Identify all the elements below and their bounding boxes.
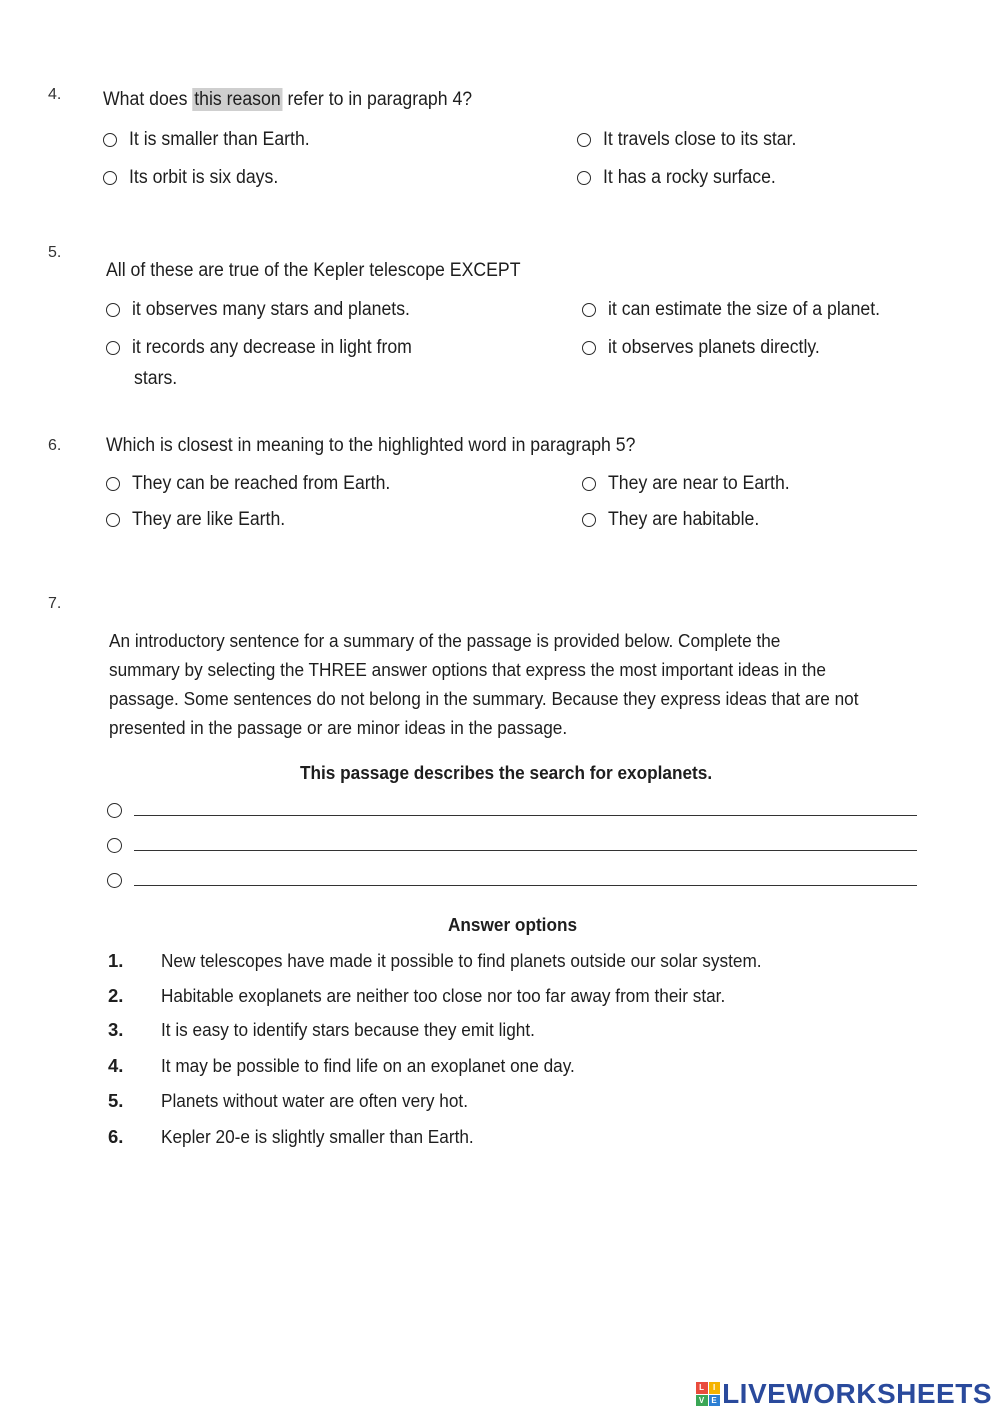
summary-blank-3[interactable] bbox=[107, 866, 917, 886]
option-label: it records any decrease in light from bbox=[132, 337, 412, 358]
option-label: They are like Earth. bbox=[132, 509, 286, 530]
highlighted-phrase: this reason bbox=[194, 89, 281, 110]
q5-option-3[interactable] bbox=[106, 338, 433, 364]
answer-option-3 bbox=[108, 1019, 563, 1041]
question-number-6: 6. bbox=[48, 437, 62, 454]
summary-blank-1[interactable] bbox=[107, 796, 917, 816]
option-label: It travels close to its star. bbox=[603, 129, 797, 150]
q4-option-4[interactable] bbox=[577, 168, 789, 194]
radio-button[interactable] bbox=[106, 303, 120, 317]
radio-button[interactable] bbox=[107, 803, 122, 818]
radio-button[interactable] bbox=[582, 513, 596, 527]
liveworksheets-logo-icon bbox=[696, 1382, 720, 1406]
q6-option-1[interactable] bbox=[106, 474, 410, 500]
radio-button[interactable] bbox=[582, 303, 596, 317]
radio-button[interactable] bbox=[106, 513, 120, 527]
option-label: They can be reached from Earth. bbox=[132, 473, 391, 494]
question-4-prefix: What does bbox=[103, 89, 188, 110]
answer-option-1 bbox=[108, 950, 807, 972]
answer-text: It may be possible to find life on an exoplanet one day. bbox=[161, 1055, 575, 1076]
answer-number: 2. bbox=[108, 985, 124, 1006]
radio-button[interactable] bbox=[582, 477, 596, 491]
radio-button[interactable] bbox=[107, 838, 122, 853]
radio-button[interactable] bbox=[103, 133, 117, 147]
q4-option-1[interactable] bbox=[103, 130, 323, 156]
option-label: it can estimate the size of a planet. bbox=[608, 299, 881, 320]
option-label: They are near to Earth. bbox=[608, 473, 790, 494]
summary-blank-2[interactable] bbox=[107, 831, 917, 851]
answer-text: It is easy to identify stars because they emit light. bbox=[161, 1019, 535, 1040]
q6-option-4[interactable] bbox=[582, 510, 771, 536]
radio-button[interactable] bbox=[106, 477, 120, 491]
option-label: They are habitable. bbox=[608, 509, 760, 530]
q5-option-3-continuation: stars. bbox=[134, 368, 178, 389]
radio-button[interactable] bbox=[103, 171, 117, 185]
option-label: It is smaller than Earth. bbox=[129, 129, 310, 150]
answer-option-4 bbox=[108, 1055, 606, 1077]
answer-option-5 bbox=[108, 1090, 491, 1112]
answer-text: Habitable exoplanets are neither too close nor too far away from their star. bbox=[161, 985, 726, 1006]
answer-text: New telescopes have made it possible to find planets outside our solar system. bbox=[161, 950, 762, 971]
question-number-7: 7. bbox=[48, 595, 62, 612]
q6-option-3[interactable] bbox=[106, 510, 297, 536]
question-4-suffix: refer to in paragraph 4? bbox=[287, 89, 473, 110]
summary-intro-sentence: This passage describes the search for exoplanets. bbox=[300, 762, 713, 783]
question-5-text: All of these are true of the Kepler telescope EXCEPT bbox=[106, 260, 521, 281]
option-label: It has a rocky surface. bbox=[603, 167, 776, 188]
answer-line[interactable] bbox=[134, 850, 917, 851]
option-label: Its orbit is six days. bbox=[129, 167, 279, 188]
answer-option-6 bbox=[108, 1126, 497, 1148]
logo-letter-i: I bbox=[709, 1382, 721, 1394]
question-4-text bbox=[103, 89, 472, 111]
logo-letter-l: L bbox=[696, 1382, 708, 1394]
radio-button[interactable] bbox=[577, 133, 591, 147]
option-label: it observes planets directly. bbox=[608, 337, 820, 358]
liveworksheets-logo bbox=[696, 1378, 992, 1410]
q5-option-4[interactable] bbox=[582, 338, 836, 364]
q6-option-2[interactable] bbox=[582, 474, 803, 500]
answer-text: Planets without water are often very hot. bbox=[161, 1090, 468, 1111]
answer-line[interactable] bbox=[134, 885, 917, 886]
q5-option-1[interactable] bbox=[106, 300, 431, 326]
answer-line[interactable] bbox=[134, 815, 917, 816]
q4-option-3[interactable] bbox=[103, 168, 290, 194]
answer-number: 3. bbox=[108, 1019, 124, 1040]
q5-option-2[interactable] bbox=[582, 300, 901, 326]
radio-button[interactable] bbox=[107, 873, 122, 888]
answer-text: Kepler 20-e is slightly smaller than Earth. bbox=[161, 1126, 474, 1147]
radio-button[interactable] bbox=[582, 341, 596, 355]
answer-options-title: Answer options bbox=[448, 914, 578, 935]
option-label: it observes many stars and planets. bbox=[132, 299, 410, 320]
answer-number: 4. bbox=[108, 1055, 124, 1076]
instruction-line: passage. Some sentences do not belong in the summary. Because they express ideas that are not bbox=[109, 688, 859, 709]
instruction-line: An introductory sentence for a summary of the passage is provided below. Complete the bbox=[109, 630, 781, 651]
brand-text: LIVEWORKSHEETS bbox=[722, 1378, 992, 1409]
logo-letter-e: E bbox=[709, 1395, 721, 1407]
answer-number: 5. bbox=[108, 1090, 124, 1111]
question-number-5: 5. bbox=[48, 244, 62, 261]
instruction-line: presented in the passage or are minor ideas in the passage. bbox=[109, 717, 568, 738]
radio-button[interactable] bbox=[577, 171, 591, 185]
answer-option-2 bbox=[108, 985, 768, 1007]
q7-instructions bbox=[109, 626, 924, 742]
answer-number: 1. bbox=[108, 950, 124, 971]
answer-number: 6. bbox=[108, 1126, 124, 1147]
q4-option-2[interactable] bbox=[577, 130, 811, 156]
question-number-4: 4. bbox=[48, 86, 62, 103]
instruction-line: summary by selecting the THREE answer options that express the most important ideas in the bbox=[109, 659, 826, 680]
logo-letter-v: V bbox=[696, 1395, 708, 1407]
radio-button[interactable] bbox=[106, 341, 120, 355]
question-6-text: Which is closest in meaning to the highlighted word in paragraph 5? bbox=[106, 435, 636, 456]
